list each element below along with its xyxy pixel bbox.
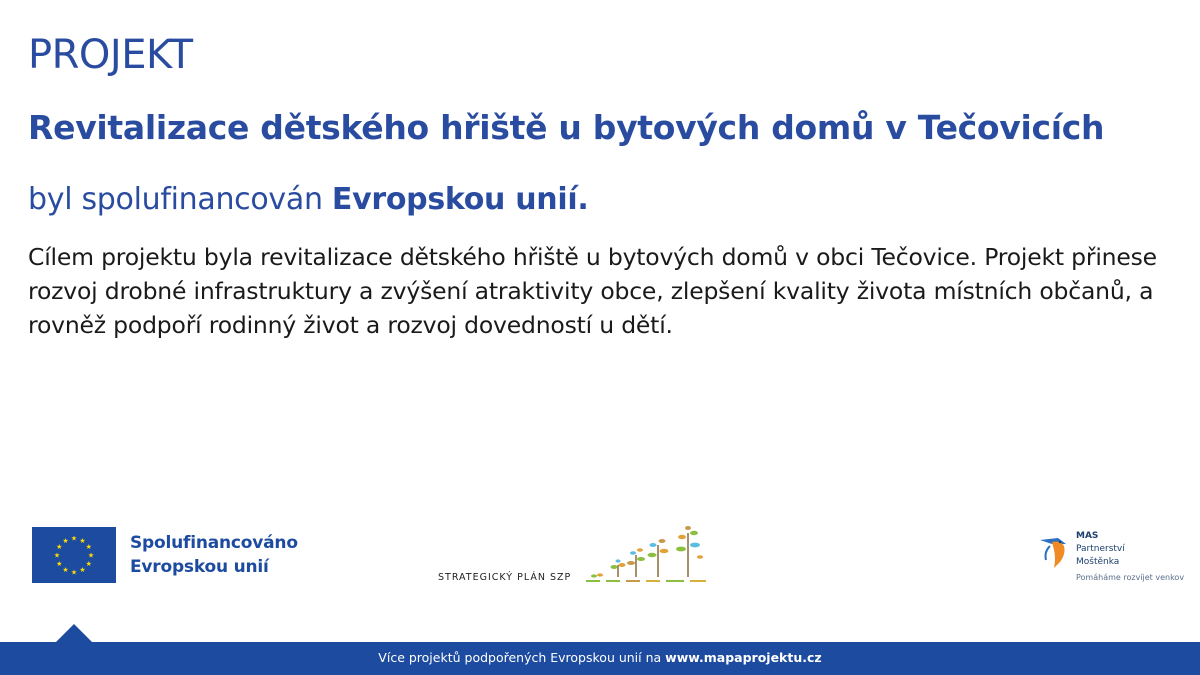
footer-text [0, 650, 1200, 665]
eu-star: ★ [62, 536, 69, 545]
eu-star: ★ [85, 543, 92, 551]
eu-star: ★ [62, 566, 69, 575]
eu-star: ★ [79, 536, 86, 545]
eu-star: ★ [85, 560, 92, 568]
szp-label: STRATEGICKÝ PLÁN SZP [438, 572, 572, 583]
eu-star: ★ [79, 566, 86, 575]
footer-prefix: Více projektů podpořených Evropskou unií na [378, 650, 666, 665]
eu-logo-line1: Spolufinancováno [130, 533, 298, 553]
eu-star: ★ [70, 534, 78, 543]
cofunded-statement [28, 182, 588, 217]
strategic-plan-logo [438, 525, 718, 585]
project-name: Revitalizace dětského hřiště u bytových domů v Tečovicích [28, 108, 1105, 147]
eu-star: ★ [53, 551, 61, 560]
cofunded-bold: Evropskou unií. [331, 182, 589, 217]
mas-line3: Moštěnka [1076, 557, 1120, 567]
kingfisher-icon [1036, 530, 1076, 570]
eu-star: ★ [87, 551, 95, 560]
page-heading: PROJEKT [28, 32, 193, 78]
mas-logo [1036, 528, 1186, 588]
eu-star: ★ [56, 543, 63, 551]
eu-cofunded-logo [32, 527, 298, 583]
eu-logo-line2: Evropskou unií [130, 557, 269, 577]
mas-tagline: Pomáháme rozvíjet venkov [1076, 573, 1185, 582]
mas-line2: Partnerství [1076, 544, 1125, 554]
mas-line1: MAS [1076, 531, 1099, 541]
footer-link[interactable]: www.mapaprojektu.cz [665, 650, 822, 665]
project-description: Cílem projektu byla revitalizace dětského hřiště u bytových domů v obci Tečovice. Projekt přinese rozvoj drobné infrastruktury a zvýšení atraktivity obce, zlepšení kvality života místních občanů, a rovněž podpoří rodinný život a rozvoj dovedností u dětí. [28, 243, 1157, 339]
footer-notch [56, 624, 92, 642]
cofunded-prefix: byl spolufinancován [28, 182, 332, 217]
sprouts-icon [438, 525, 718, 585]
eu-star: ★ [70, 568, 78, 577]
eu-flag-icon [32, 527, 116, 583]
eu-star: ★ [56, 560, 63, 568]
